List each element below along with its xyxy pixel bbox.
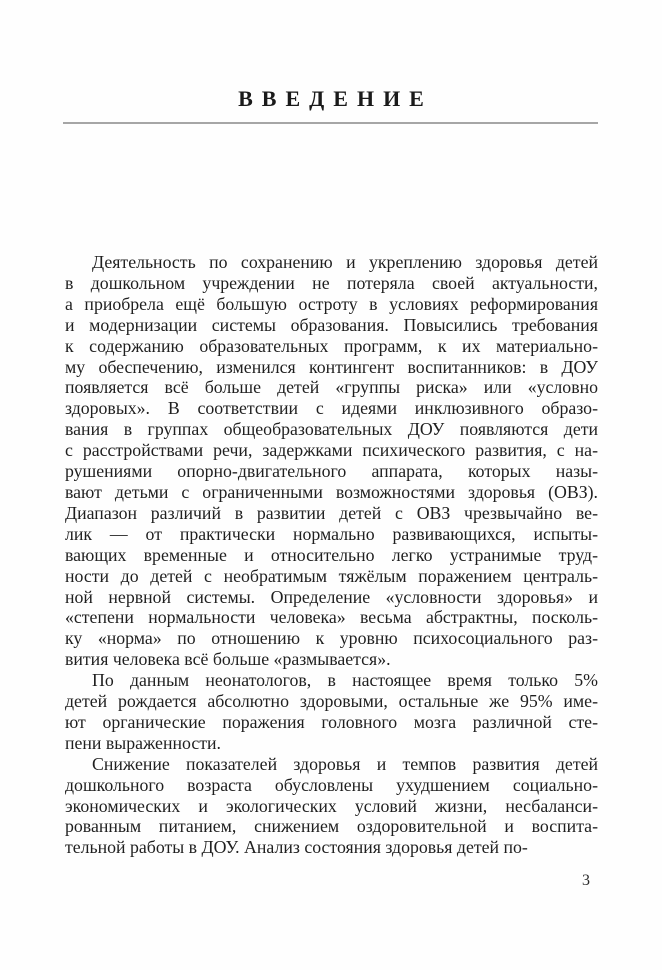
text-line: появляется всё больше детей «группы риска» или «условно — [65, 377, 598, 398]
text-line: экономических и экологических условий жизни, несбаланси- — [65, 795, 598, 816]
text-line: тельной работы в ДОУ. Анализ состояния здоровья детей по- — [65, 837, 528, 858]
text-line: По данным неонатологов, в настоящее время только 5% — [92, 670, 598, 691]
text-line: и модернизации системы образования. Повысились требования — [65, 314, 598, 335]
text-line: Снижение показателей здоровья и темпов развития детей — [92, 753, 598, 774]
text-line: пени выраженности. — [65, 732, 221, 753]
page-title: ВВЕДЕНИЕ — [238, 86, 433, 111]
text-line: рованным питанием, снижением оздоровительной и воспита- — [65, 816, 598, 837]
text-line: Деятельность по сохранению и укреплению здоровья детей — [92, 252, 598, 272]
text-line: рушениями опорно-двигательного аппарата, которых назы- — [65, 461, 598, 482]
text-line: вития человека всё больше «размывается». — [65, 649, 391, 670]
text-line: детей рождается абсолютно здоровыми, остальные же 95% име- — [65, 691, 598, 712]
page-number: 3 — [582, 872, 590, 889]
text-line: ности до детей с необратимым тяжёлым поражением централь- — [65, 565, 598, 586]
text-line: в дошкольном учреждении не потеряла своей актуальности, — [65, 272, 598, 293]
text-line: вания в группах общеобразовательных ДОУ появляются дети — [65, 419, 598, 440]
text-line: «степени нормальности человека» весьма абстрактны, посколь- — [65, 607, 598, 628]
text-line: ку «норма» по отношению к уровню психосоциального раз- — [65, 628, 598, 649]
body-text — [65, 252, 598, 858]
text-line: вают детьми с ограниченными возможностями здоровья (ОВЗ). — [65, 481, 598, 502]
text-line: дошкольного возраста обусловлены ухудшением социально- — [65, 774, 598, 795]
text-line: к содержанию образовательных программ, к их материально- — [65, 335, 598, 356]
text-line: а приобрела ещё большую остроту в условиях реформирования — [65, 293, 598, 314]
text-line: Диапазон различий в развитии детей с ОВЗ чрезвычайно ве- — [65, 502, 598, 523]
text-line: ют органические поражения головного мозга различной сте- — [65, 711, 598, 732]
text-line: с расстройствами речи, задержками психического развития, с на- — [65, 440, 598, 461]
text-line: вающих временные и относительно легко устранимые труд- — [65, 544, 598, 565]
text-line: му обеспечению, изменился контингент воспитанников: в ДОУ — [65, 356, 598, 377]
text-line: здоровых». В соответствии с идеями инклюзивного образо- — [65, 398, 598, 419]
text-line: лик — от практически нормально развивающихся, испыты- — [65, 523, 598, 544]
text-line: ной нервной системы. Определение «условности здоровья» и — [65, 586, 598, 607]
title-divider — [63, 122, 598, 124]
